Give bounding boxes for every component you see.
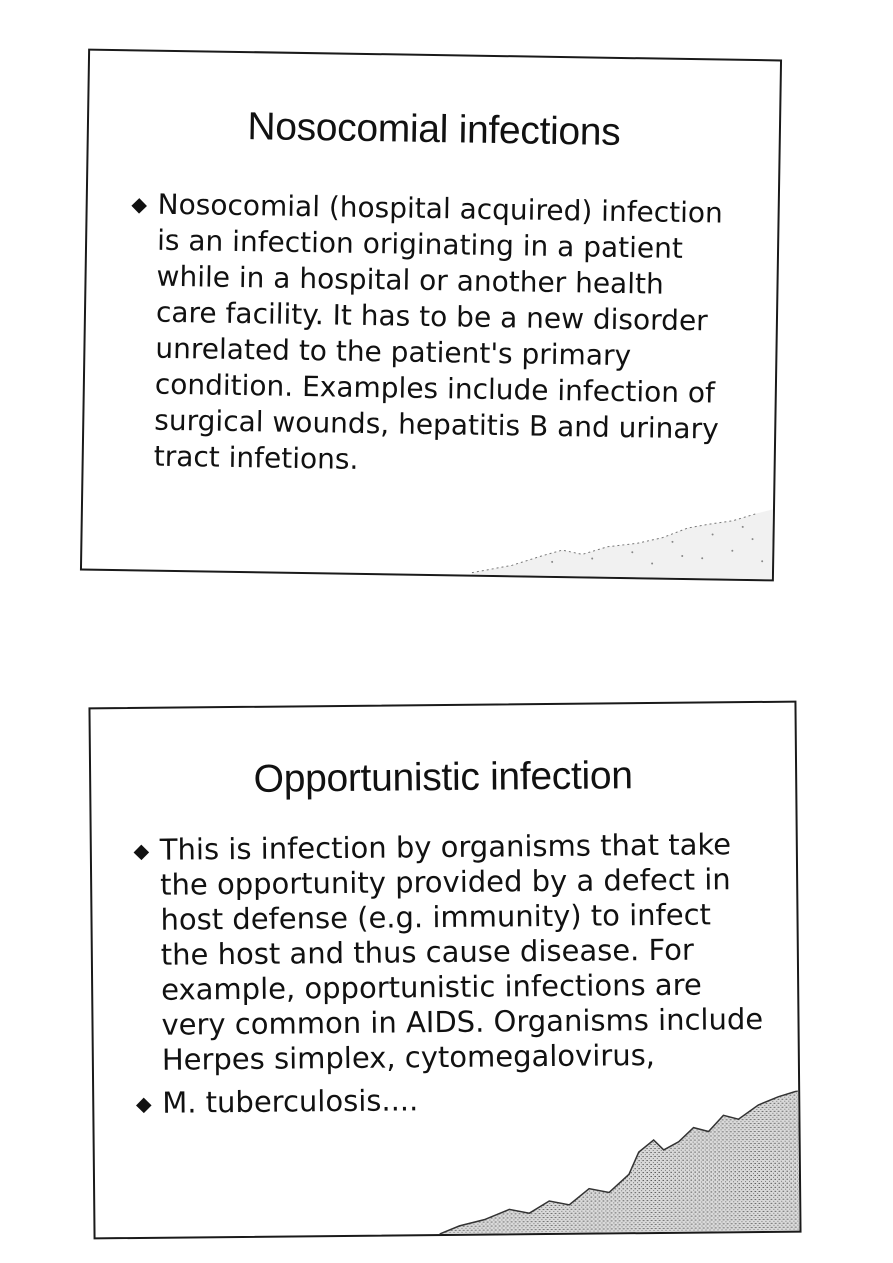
slide-nosocomial-infections: [80, 49, 782, 582]
slide-title: Nosocomial infections: [247, 105, 621, 154]
bullet-item: [136, 1080, 766, 1121]
bullet-text: This is infection by organisms that take the opportunity provided by a defect in host defense (e.g. immunity) to infect the host and thus cause disease. For example, opportunistic infections are very common in AIDS. Organisms include Herpes simplex, cytomegalovirus,: [159, 827, 764, 1077]
diamond-bullet-icon: [136, 1098, 152, 1114]
scan-noise-decoration: [432, 494, 773, 579]
bullet-list: [127, 186, 731, 483]
diamond-bullet-icon: [134, 845, 150, 861]
slide-title: Opportunistic infection: [253, 754, 633, 801]
slide-opportunistic-infection: [88, 701, 801, 1240]
bullet-text: Nosocomial (hospital acquired) infection is an infection originating in a patient while in a hospital or another health care facility. It has to be a new disorder unrelated to the patient's primary condition. Examples include infection of surgical wounds, hepatitis B and urinary tract infetions.: [153, 187, 724, 476]
bullet-list: [134, 827, 767, 1121]
bullet-item: [134, 827, 766, 1078]
diamond-bullet-icon: [131, 198, 147, 214]
bullet-item: [127, 186, 731, 483]
bullet-text: M. tuberculosis....: [162, 1083, 419, 1120]
